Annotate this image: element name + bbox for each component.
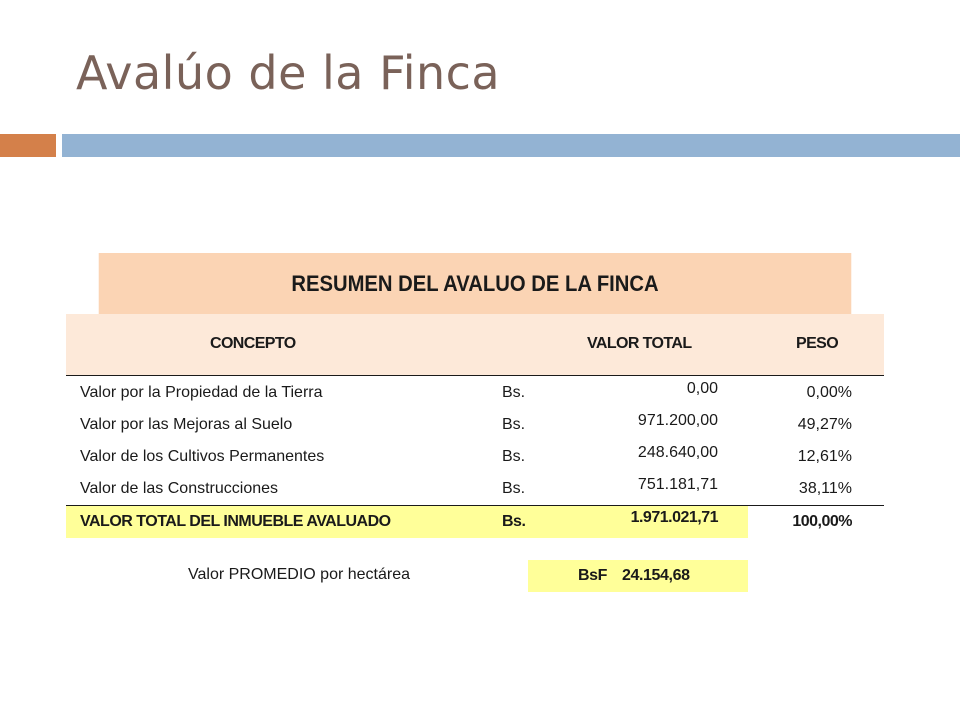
table-row [66, 376, 884, 408]
row-peso: 12,61% [797, 448, 852, 465]
total-row [66, 505, 884, 538]
row-peso: 38,11% [798, 480, 852, 497]
row-concepto: Valor de las Construcciones [80, 480, 279, 497]
total-valor: 1.971.021,71 [630, 509, 718, 526]
promedio-value-box [528, 560, 748, 592]
row-valor: 0,00 [686, 380, 718, 397]
header-concepto: CONCEPTO [210, 335, 296, 352]
table-row [66, 472, 884, 504]
total-currency: Bs. [502, 513, 526, 530]
promedio-valor: 24.154,68 [622, 567, 690, 584]
table-title: RESUMEN DEL AVALUO DE LA FINCA [99, 253, 852, 314]
table-row [66, 440, 884, 472]
row-concepto: Valor por la Propiedad de la Tierra [80, 384, 323, 401]
header-valor-total: VALOR TOTAL [587, 335, 692, 352]
summary-table [66, 253, 884, 538]
row-currency: Bs. [502, 416, 526, 433]
accent-bar-orange [0, 134, 56, 157]
row-currency: Bs. [502, 448, 526, 465]
table-header [66, 314, 884, 376]
row-valor: 971.200,00 [637, 412, 718, 429]
accent-bar-blue [62, 134, 960, 157]
promedio-currency: BsF [578, 567, 608, 584]
row-currency: Bs. [502, 480, 526, 497]
row-valor: 248.640,00 [637, 444, 718, 461]
row-concepto: Valor de los Cultivos Permanentes [80, 448, 325, 465]
row-concepto: Valor por las Mejoras al Suelo [80, 416, 293, 433]
row-peso: 49,27% [797, 416, 852, 433]
total-peso: 100,00% [792, 513, 852, 530]
promedio-label: Valor PROMEDIO por hectárea [188, 566, 411, 583]
table-body [66, 376, 884, 504]
total-concepto: VALOR TOTAL DEL INMUEBLE AVALUADO [80, 513, 391, 530]
header-peso: PESO [796, 335, 839, 352]
slide-title: Avalúo de la Finca [76, 46, 501, 100]
row-peso: 0,00% [806, 384, 852, 401]
row-currency: Bs. [502, 384, 526, 401]
row-valor: 751.181,71 [637, 476, 718, 493]
table-row [66, 408, 884, 440]
